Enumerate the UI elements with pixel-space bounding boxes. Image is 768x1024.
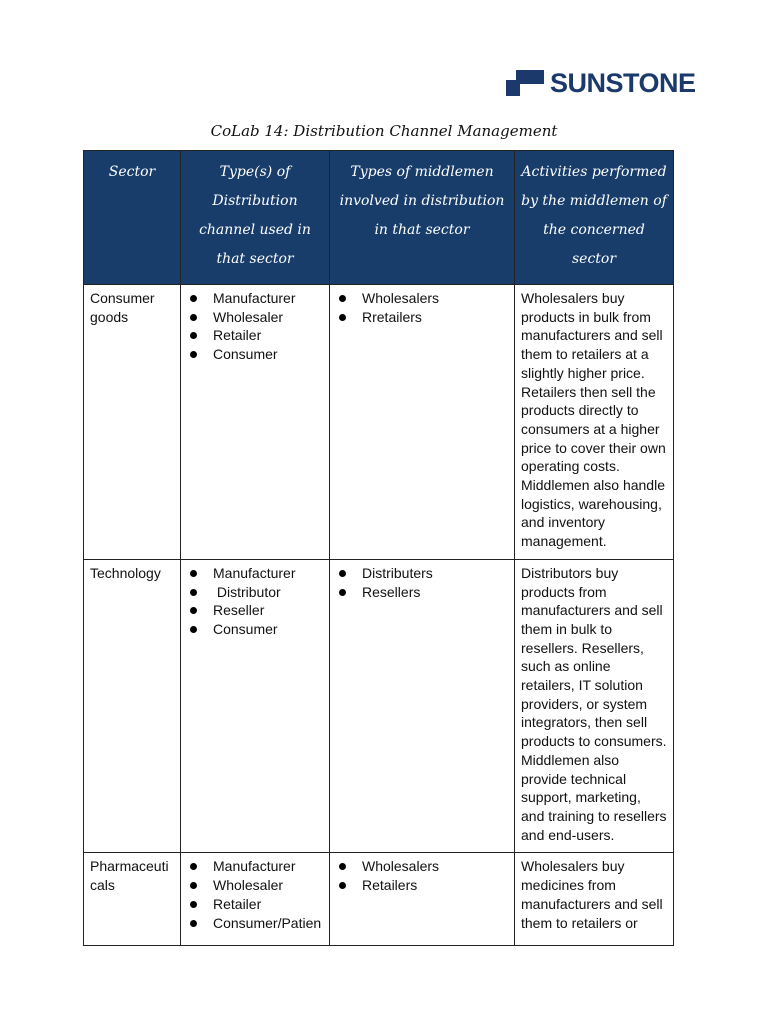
list-item: Distributers bbox=[336, 564, 508, 583]
cell-sector-text: Pharmaceuticals bbox=[90, 858, 169, 894]
cell-middlemen bbox=[330, 853, 515, 946]
cell-sector: Technology bbox=[84, 559, 181, 853]
list-item: Retailer bbox=[187, 326, 323, 345]
header-sector: Sector bbox=[84, 151, 181, 285]
table-row bbox=[84, 559, 674, 853]
table-header-row bbox=[84, 151, 674, 285]
list-item: Wholesaler bbox=[187, 308, 323, 327]
list-item: Manufacturer bbox=[187, 564, 323, 583]
cell-activities-text: Wholesalers buy medicines from manufacturers and sell them to retailers or bbox=[521, 858, 663, 931]
list-item: Wholesaler bbox=[187, 876, 323, 895]
list-item: Distributor bbox=[187, 583, 323, 602]
cell-sector: Consumer goods bbox=[84, 285, 181, 560]
list-item: Rretailers bbox=[336, 308, 508, 327]
list-item: Wholesalers bbox=[336, 289, 508, 308]
table-row bbox=[84, 853, 674, 946]
cell-middlemen bbox=[330, 559, 515, 853]
sunstone-logo-icon bbox=[506, 70, 544, 96]
logo-text: SUNSTONE bbox=[550, 68, 696, 98]
list-item: Consumer bbox=[187, 620, 323, 639]
cell-activities: Wholesalers buy products in bulk from manufacturers and sell them to retailers at a slightly higher price. Retailers then sell the products directly to consumers at a higher price to cover their own operating costs. Middlemen also handle logistics, warehousing, and inventory management. bbox=[515, 285, 674, 560]
list-item: Consumer bbox=[187, 345, 323, 364]
table-row bbox=[84, 285, 674, 560]
list-item: Wholesalers bbox=[336, 857, 508, 876]
list-item: Retailers bbox=[336, 876, 508, 895]
cell-activities bbox=[515, 853, 674, 946]
cell-sector bbox=[84, 853, 181, 946]
cell-channels bbox=[181, 559, 330, 853]
header-middlemen: Types of middlemen involved in distribution in that sector bbox=[330, 151, 515, 285]
cell-middlemen bbox=[330, 285, 515, 560]
distribution-table bbox=[83, 150, 674, 946]
sunstone-logo bbox=[506, 70, 696, 96]
list-item: Resellers bbox=[336, 583, 508, 602]
cell-channels bbox=[181, 285, 330, 560]
list-item: Consumer/Patien bbox=[187, 914, 323, 933]
cell-channels bbox=[181, 853, 330, 946]
document-title: CoLab 14: Distribution Channel Management bbox=[210, 122, 558, 140]
header-activities: Activities performed by the middlemen of the concerned sector bbox=[515, 151, 674, 285]
list-item: Retailer bbox=[187, 895, 323, 914]
list-item: Manufacturer bbox=[187, 289, 323, 308]
cell-activities: Distributors buy products from manufacturers and sell them in bulk to resellers. Resellers, such as online retailers, IT solution providers, or system integrators, then sell products to consumers. Middlemen also provide technical support, marketing, and training to resellers and end-users. bbox=[515, 559, 674, 853]
header-channels: Type(s) of Distribution channel used in that sector bbox=[181, 151, 330, 285]
list-item: Manufacturer bbox=[187, 857, 323, 876]
list-item: Reseller bbox=[187, 601, 323, 620]
